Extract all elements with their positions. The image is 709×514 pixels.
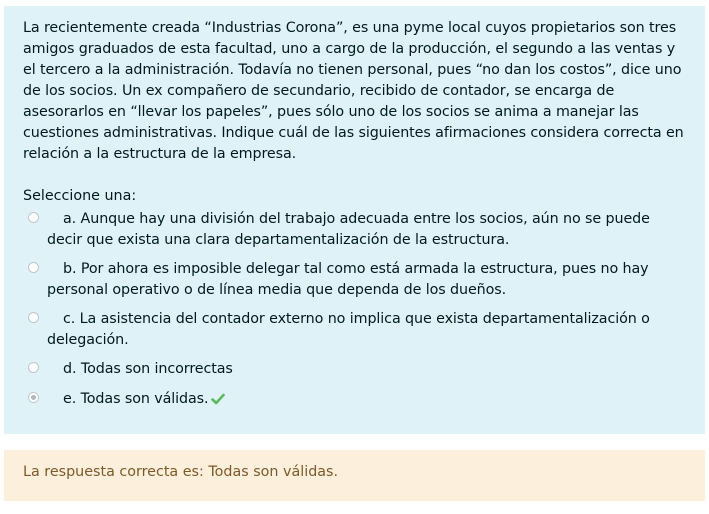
option-a-label: a. Aunque hay una división del trabajo adecuada entre los socios, aún no se puede decir que exista una clara departamentalización de la estructura. xyxy=(47,211,650,248)
question-panel xyxy=(4,6,705,434)
option-c-label: c. La asistencia del contador externo no implica que exista departamentalización o delegación. xyxy=(47,311,650,348)
option-a[interactable] xyxy=(23,209,687,251)
option-e[interactable] xyxy=(23,389,687,412)
option-d[interactable] xyxy=(23,359,687,380)
option-a-radio[interactable] xyxy=(28,212,39,223)
select-prompt: Seleccione una: xyxy=(23,188,137,204)
option-c[interactable] xyxy=(23,309,687,351)
option-c-radio[interactable] xyxy=(28,312,39,323)
option-b-label: b. Por ahora es imposible delegar tal como está armada la estructura, pues no hay personal operativo o de línea media que dependa de los dueños. xyxy=(47,261,649,298)
option-b-radio[interactable] xyxy=(28,262,39,273)
option-e-label: e. Todas son válidas. xyxy=(63,391,209,407)
option-b[interactable] xyxy=(23,259,687,301)
feedback-text: La respuesta correcta es: Todas son válidas. xyxy=(23,464,339,480)
option-d-label: d. Todas son incorrectas xyxy=(63,361,233,377)
check-icon xyxy=(211,391,225,412)
option-d-radio[interactable] xyxy=(28,362,39,373)
option-e-radio[interactable] xyxy=(28,392,39,403)
answer-list xyxy=(23,209,687,412)
question-text: La recientemente creada “Industrias Corona”, es una pyme local cuyos propietarios son tres amigos graduados de esta facultad, uno a cargo de la producción, el segundo a las ventas y el tercero a la administración. Todavía no tienen personal, pues “no dan los costos”, dice uno de los socios. Un ex compañero de secundario, recibido de contador, se encarga de asesorarlos en “llevar los papeles”, pues sólo uno de los socios se anima a manejar las cuestiones administrativas. Indique cuál de las siguientes afirmaciones considera correcta en relación a la estructura de la empresa. xyxy=(23,20,684,162)
correct-answer-feedback xyxy=(4,450,705,501)
